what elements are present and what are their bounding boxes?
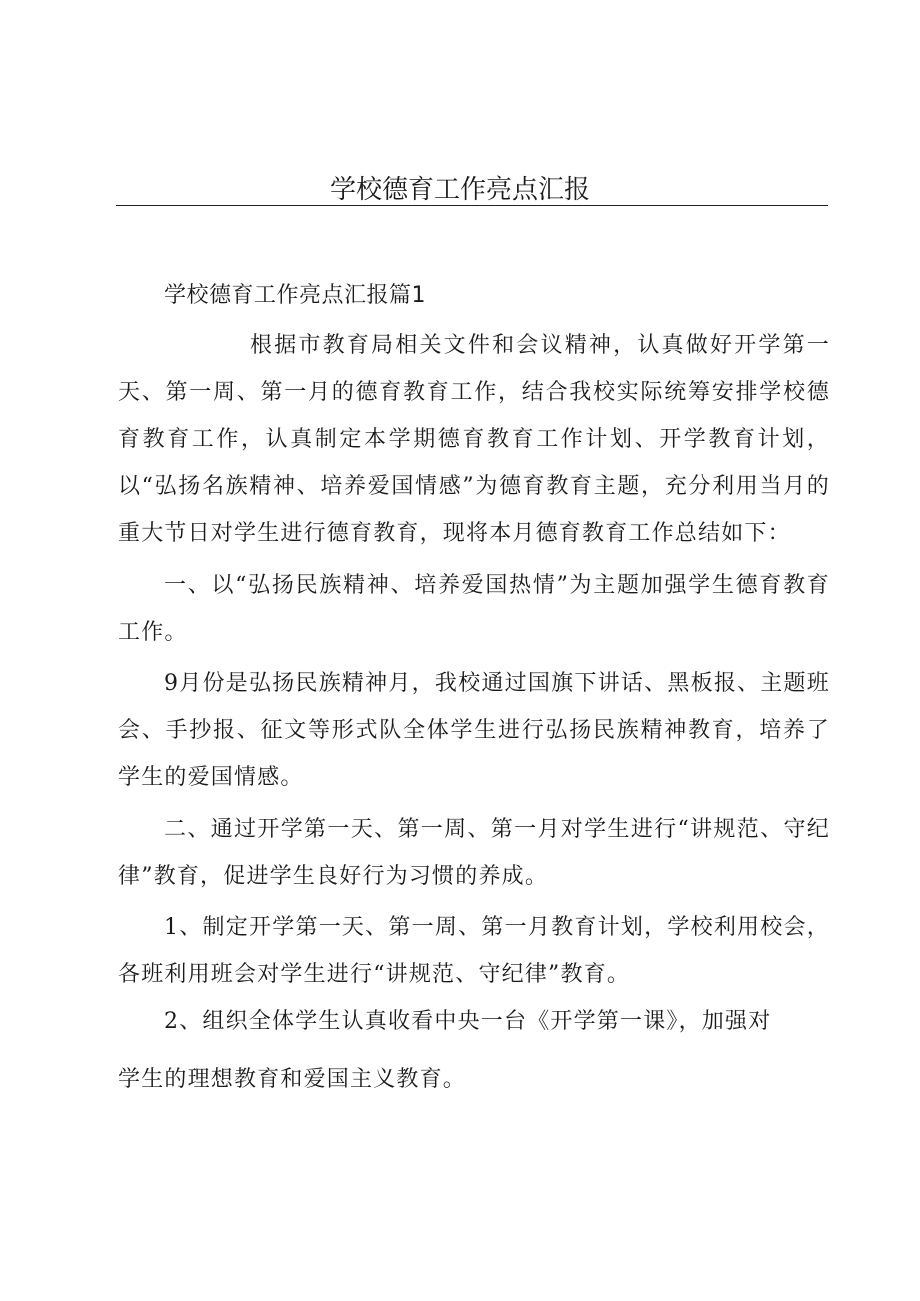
section-heading: 学校德育工作亮点汇报篇1 [164, 283, 426, 308]
title-underline [116, 205, 828, 206]
document-title: 学校德育工作亮点汇报 [329, 175, 590, 205]
point-1-heading: 一、以“弘扬民族精神、培养爱国热情”为主题加强学生德育教育工作。 [118, 573, 830, 645]
point-2-item-2-line-2: 学生的理想教育和爱国主义教育。 [118, 1067, 467, 1092]
point-2-item-1: 1、制定开学第一天、第一周、第一月教育计划，学校利用校会，各班利用班会对学生进行“讲规范、守纪律”教育。 [118, 915, 830, 987]
point-2-item-2-line-1: 2、组织全体学生认真收看中央一台《开学第一课》，加强对 [164, 1009, 772, 1034]
point-1-detail: 9月份是弘扬民族精神月，我校通过国旗下讲话、黑板报、主题班会、手抄报、征文等形式队全体学生进行弘扬民族精神教育，培养了学生的爱国情感。 [118, 671, 830, 790]
intro-paragraph: 根据市教育局相关文件和会议精神，认真做好开学第一天、第一周、第一月的德育教育工作，结合我校实际统筹安排学校德育教育工作，认真制定本学期德育教育工作计划、开学教育计划，以“弘扬名族精神、培养爱国情感”为德育教育主题，充分利用当月的重大节日对学生进行德育教育，现将本月德育教育工作总结如下： [118, 333, 830, 546]
point-2-heading: 二、通过开学第一天、第一周、第一月对学生进行“讲规范、守纪律”教育，促进学生良好行为习惯的养成。 [118, 817, 830, 889]
